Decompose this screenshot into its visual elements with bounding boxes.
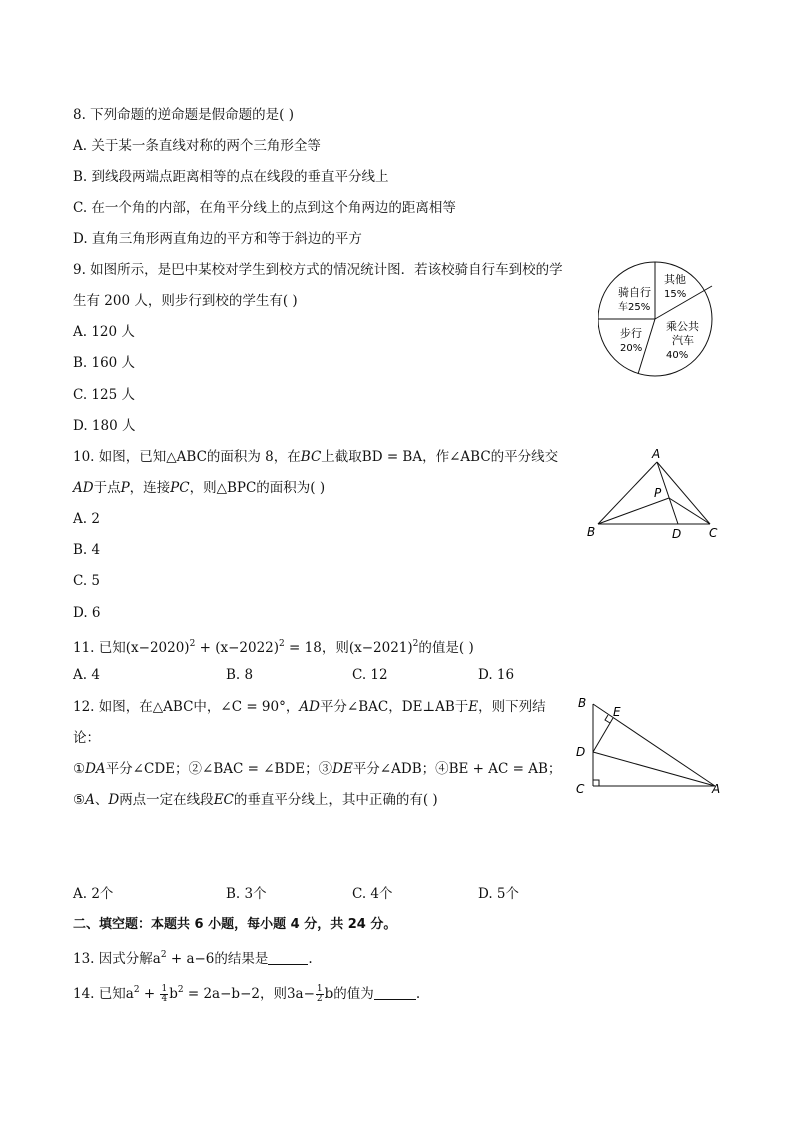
q8-option-c: C. 在一个角的内部，在角平分线上的点到这个角两边的距离相等 — [73, 200, 456, 216]
q14-text3: b的值为 — [324, 986, 374, 1002]
q8-stem: 8. 下列命题的逆命题是假命题的是( ) — [73, 107, 294, 123]
q12-statements-line2 — [73, 791, 438, 809]
slice-label-other-pct: 15% — [664, 289, 687, 300]
q12-option-d: D. 5个 — [478, 886, 520, 902]
q11-text2: + (x−2022) — [195, 640, 280, 656]
q11-text1: 11. 已知(x−2020) — [73, 640, 190, 656]
q11-option-b: B. 8 — [226, 667, 254, 683]
slice-label-bike-name: 骑自行 — [618, 286, 651, 299]
q13-period: . — [308, 951, 313, 967]
q8-option-b: B. 到线段两端点距离相等的点在线段的垂直平分线上 — [73, 169, 389, 185]
q13-answer-blank[interactable] — [268, 950, 308, 965]
q11-exp2: 2 — [279, 639, 285, 649]
segment-ab — [598, 462, 657, 524]
point-p-label: P — [654, 486, 662, 500]
q13-text1: 13. 因式分解a — [73, 951, 161, 967]
q11-text4: 的值是( ) — [418, 640, 474, 656]
segment-ac — [657, 462, 710, 524]
point-d-label: D — [672, 527, 682, 541]
q12-stem-line1 — [73, 698, 546, 716]
q12-text3: ，则下列结 — [478, 699, 546, 715]
q12-s2-num: ⑤ — [73, 792, 86, 808]
point-b-label: B — [578, 696, 587, 710]
point-e-label: E — [613, 705, 621, 719]
q10-stem1-text: 10. 如图，已知△ABC的面积为 8，在 — [73, 449, 301, 465]
point-a-label: A — [712, 782, 721, 796]
q13-text2: + a−6的结果是 — [166, 951, 269, 967]
q9-option-d: D. 180 人 — [73, 418, 136, 434]
q12-var-e: E — [468, 699, 479, 715]
q12-s2-text2: 的垂直平分线上，其中正确的有( ) — [233, 792, 438, 808]
q10-option-c: C. 5 — [73, 573, 101, 589]
q14-text1: 14. 已知a — [73, 986, 134, 1002]
segment-de — [593, 718, 613, 752]
q12-var-d: D — [108, 792, 120, 808]
q10-option-b: B. 4 — [73, 542, 101, 558]
q12-statements-line1 — [73, 760, 561, 778]
q12-s2-sep: 、 — [94, 792, 109, 808]
q13-stem — [73, 946, 313, 968]
q8-option-d: D. 直角三角形两直角边的平方和等于斜边的平方 — [73, 231, 362, 247]
q10-stem1-text2: 上截取BD = BA，作∠ABC的平分线交 — [321, 449, 559, 465]
section-heading-fill-in: 二、填空题：本题共 6 小题，每小题 4 分，共 24 分。 — [73, 917, 397, 932]
q9-stem-line1: 9. 如图所示，是巴中某校对学生到校方式的情况统计图．若该校骑自行车到校的学 — [73, 262, 563, 278]
q14-exp2: 2 — [177, 985, 184, 995]
q10-text: 于点 — [93, 480, 121, 496]
right-angle-e — [605, 715, 610, 723]
q12-text1: 12. 如图，在△ABC中，∠C = 90°， — [73, 699, 300, 715]
segment-da — [593, 752, 715, 786]
segment-bp — [598, 498, 669, 524]
q11-option-c: C. 12 — [352, 667, 388, 683]
q12-stem-line2: 论： — [73, 730, 100, 746]
q10-stem-line1 — [73, 448, 558, 466]
q12-s1-text: 平分∠CDE；②∠BAC = ∠BDE；③ — [105, 761, 333, 777]
q12-option-c: C. 4个 — [352, 886, 393, 902]
q12-s1-text2: 平分∠ADB；④BE + AC = AB； — [352, 761, 562, 777]
q14-text2: = 2a−b−2，则3a− — [183, 986, 315, 1002]
point-c-label: C — [576, 782, 585, 796]
q10-triangle-figure — [582, 446, 724, 544]
slice-label-bike-pct: 车25% — [618, 302, 651, 313]
q12-option-b: B. 3个 — [226, 886, 267, 902]
pie-chart — [598, 258, 714, 382]
right-angle-c — [593, 780, 599, 786]
q11-option-d: D. 16 — [478, 667, 515, 683]
q12-right-triangle-figure — [570, 692, 730, 802]
q10-var-p: P — [120, 480, 130, 496]
q11-text3: = 18，则(x−2021) — [284, 640, 413, 656]
q10-text2: ，连接 — [129, 480, 171, 496]
q10-var-pc: PC — [170, 480, 190, 496]
q11-exp3: 2 — [412, 639, 419, 649]
q9-option-c: C. 125 人 — [73, 387, 135, 403]
q11-exp1: 2 — [189, 639, 196, 649]
slice-label-walk-name: 步行 — [620, 327, 642, 340]
point-a-label: A — [652, 447, 661, 461]
q12-s1-num: ① — [73, 761, 86, 777]
slice-label-bus-name2: 汽车 — [672, 334, 694, 347]
point-d-label: D — [576, 745, 586, 759]
slice-label-bus-name1: 乘公共 — [666, 320, 699, 333]
segment-pc — [669, 498, 710, 524]
q14-f2-den: 2 — [316, 994, 323, 1004]
q11-stem — [73, 635, 474, 657]
q12-option-a: A. 2个 — [73, 886, 114, 902]
q12-text2: 平分∠BAC，DE⊥AB于 — [319, 699, 469, 715]
slice-label-bus-pct: 40% — [666, 350, 689, 361]
q14-var-b: b — [169, 986, 178, 1002]
q12-var-ad: AD — [299, 699, 320, 715]
q10-option-d: D. 6 — [73, 605, 101, 621]
q10-option-a: A. 2 — [73, 511, 100, 527]
q9-stem-line2: 生有 200 人，则步行到校的学生有( ) — [73, 293, 298, 309]
q14-stem — [73, 981, 420, 1004]
q9-option-a: A. 120 人 — [73, 324, 135, 340]
q12-var-da: DA — [85, 761, 106, 777]
q13-exp: 2 — [160, 950, 167, 960]
q14-exp1: 2 — [133, 985, 140, 995]
q10-text3: ，则△BPC的面积为( ) — [189, 480, 326, 496]
q14-plus: + — [139, 986, 160, 1002]
q14-f2-num: 1 — [316, 984, 323, 994]
segment-ba — [593, 704, 715, 786]
q14-answer-blank[interactable] — [374, 985, 416, 1000]
point-c-label: C — [709, 526, 718, 540]
q12-var-a: A — [85, 792, 95, 808]
q14-fraction-quarter — [160, 985, 168, 1004]
q14-f1-num: 1 — [161, 984, 168, 994]
q10-stem1-var: BC — [300, 449, 322, 465]
q12-s2-text: 两点一定在线段 — [119, 792, 214, 808]
point-b-label: B — [587, 525, 596, 539]
q11-option-a: A. 4 — [73, 667, 100, 683]
q9-option-b: B. 160 人 — [73, 355, 136, 371]
q12-var-ec: EC — [213, 792, 234, 808]
q14-fraction-half — [316, 985, 324, 1004]
q12-var-de: DE — [332, 761, 353, 777]
q10-stem-line2 — [73, 479, 325, 497]
slice-label-other-name: 其他 — [664, 273, 686, 286]
q10-var-ad: AD — [73, 480, 94, 496]
q8-option-a: A. 关于某一条直线对称的两个三角形全等 — [73, 138, 321, 154]
q14-f1-den: 4 — [161, 994, 168, 1004]
q14-period: . — [415, 986, 421, 1002]
slice-label-walk-pct: 20% — [620, 343, 643, 354]
